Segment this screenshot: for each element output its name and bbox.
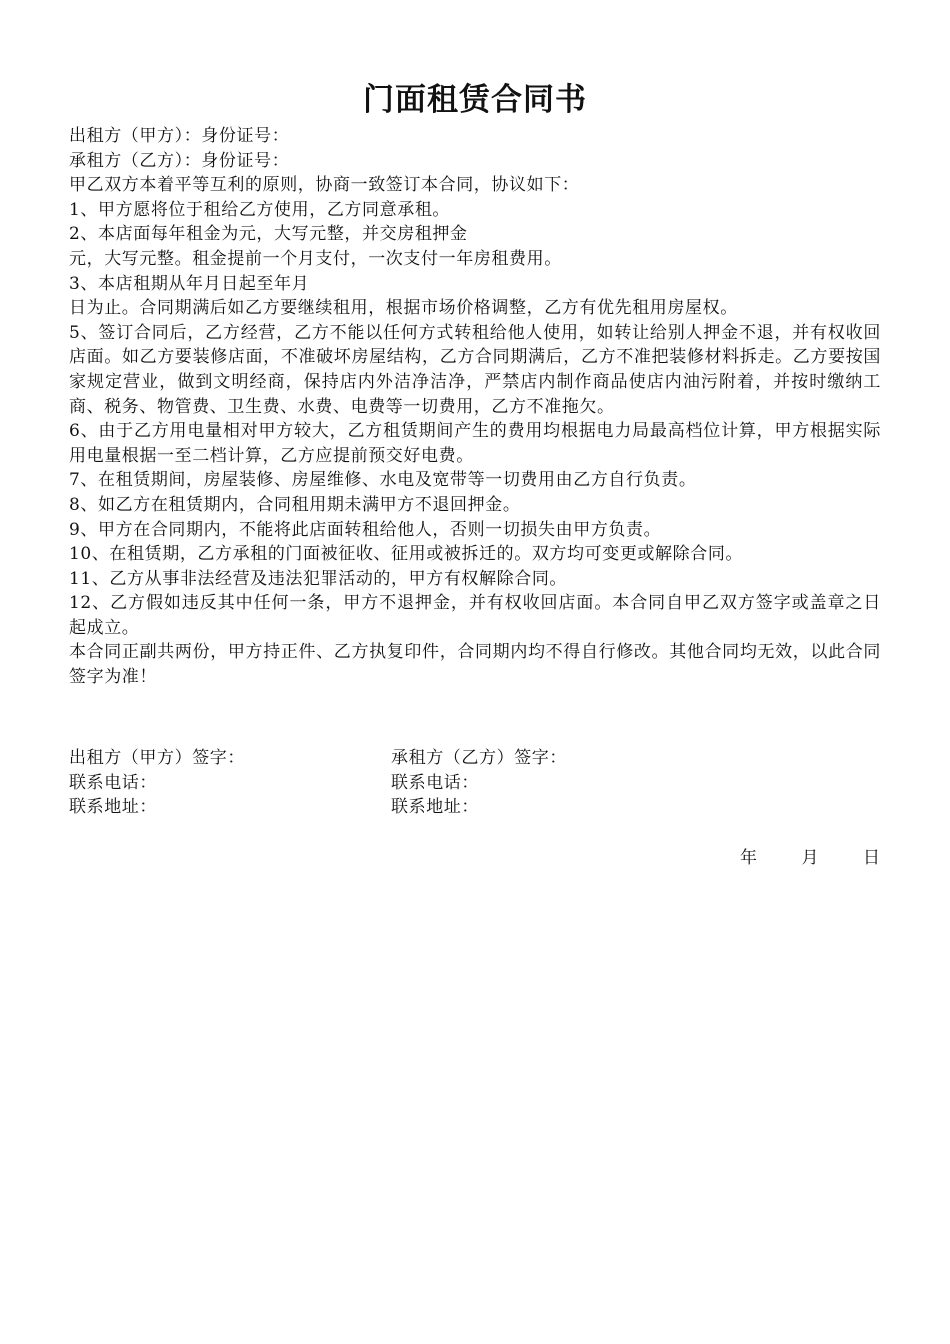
- clause-2: 2、本店面每年租金为元，大写元整，并交房租押金: [69, 224, 468, 245]
- lessee-sign-label: 承租方（乙方）签字：: [391, 748, 567, 768]
- clause-6: 6、由于乙方用电量相对甲方较大，乙方租赁期间产生的费用均根据电力局最高档位计算，甲方根据实际用电量根据一至二档计算，乙方应提前预交好电费。: [69, 421, 881, 466]
- contract-body: [69, 124, 881, 690]
- lessor-phone-label: 联系电话：: [69, 772, 157, 793]
- clause-12: 12、乙方假如违反其中任何一条，甲方不退押金，并有权收回店面。本合同自甲乙双方签字或盖章之日起成立。: [69, 593, 881, 638]
- lessor-address-label: 联系地址：: [69, 797, 157, 818]
- clause-5: 5、签订合同后，乙方经营，乙方不能以任何方式转租给他人使用，如转让给别人押金不退，并有权收回店面。如乙方要装修店面，不准破坏房屋结构，乙方合同期满后，乙方不准把装修材料拆走。乙方要按国家规定营业，做到文明经商，保持店内外洁净洁净，严禁店内制作商品使店内油污附着，并按时缴纳工商、税务、物管费、卫生费、水费、电费等一切费用，乙方不准拖欠。: [69, 322, 881, 417]
- clause-3: 3、本店租期从年月日起至年月: [69, 273, 310, 294]
- lessee-phone-label: 联系电话：: [391, 772, 479, 793]
- clause-9: 9、甲方在合同期内，不能将此店面转租给他人，否则一切损失由甲方负责。: [69, 519, 662, 540]
- lessor-line: 出租方（甲方）：身份证号：: [69, 126, 290, 146]
- preamble: 甲乙双方本着平等互利的原则，协商一致签订本合同，协议如下：: [69, 175, 580, 196]
- signing-date: [720, 846, 880, 870]
- lessee-line: 承租方（乙方）：身份证号：: [69, 150, 290, 171]
- date-day-label: 日: [863, 848, 880, 868]
- clause-10: 10、在租赁期，乙方承租的门面被征收、征用或被拆迁的。双方均可变更或解除合同。: [69, 544, 744, 565]
- clause-3-continued: 日为止。合同期满后如乙方要继续租用，根据市场价格调整，乙方有优先租用房屋权。: [69, 298, 738, 319]
- date-year-label: 年: [740, 848, 757, 868]
- clause-11: 11、乙方从事非法经营及违法犯罪活动的，甲方有权解除合同。: [69, 568, 568, 589]
- document-title: 门面租赁合同书: [363, 82, 587, 118]
- lessee-address-label: 联系地址：: [391, 797, 479, 818]
- lessor-sign-label: 出租方（甲方）签字：: [69, 748, 245, 768]
- clause-8: 8、如乙方在租赁期内，合同租用期未满甲方不退回押金。: [69, 494, 521, 515]
- lessor-signature-block: [69, 746, 369, 820]
- closing-statement: 本合同正副共两份，甲方持正件、乙方执复印件，合同期内均不得自行修改。其他合同均无效，以此合同签字为准！: [69, 642, 881, 688]
- clause-2-continued: 元，大写元整。租金提前一个月支付，一次支付一年房租费用。: [69, 248, 562, 269]
- lessee-signature-block: [391, 746, 691, 820]
- date-month-label: 月: [801, 848, 819, 868]
- clause-7: 7、在租赁期间，房屋装修、房屋维修、水电及宽带等一切费用由乙方自行负责。: [69, 470, 697, 491]
- clause-1: 1、甲方愿将位于租给乙方使用，乙方同意承租。: [69, 199, 451, 220]
